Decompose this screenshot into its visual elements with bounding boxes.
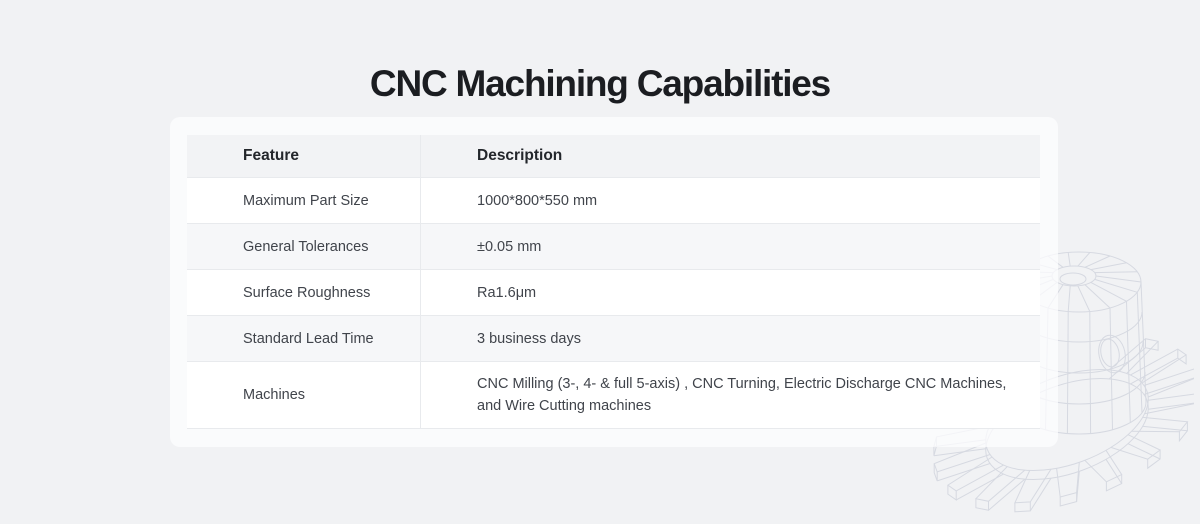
capabilities-card [170,117,1058,447]
page-title: CNC Machining Capabilities [369,62,831,104]
feature-cell: Standard Lead Time [243,330,374,347]
feature-cell: General Tolerances [243,238,369,255]
column-header-description: Description [420,135,1040,177]
table-row [187,224,1040,270]
description-cell: 1000*800*550 mm [420,178,1040,223]
feature-cell: Machines [243,387,306,403]
table-row [187,178,1040,224]
feature-cell: Maximum Part Size [243,192,369,209]
description-cell: Ra1.6μm [420,270,1040,315]
column-header-feature: Feature [243,147,299,164]
table-header-row [187,135,1040,178]
table-row [187,316,1040,362]
description-cell: ±0.05 mm [420,224,1040,269]
description-cell: CNC Milling (3-, 4- & full 5-axis) , CNC Turning, Electric Discharge CNC Machines, and Wire Cutting machines [420,362,1040,428]
table-row [187,362,1040,429]
feature-cell: Surface Roughness [243,284,371,301]
table-row [187,270,1040,316]
capabilities-table [187,135,1040,429]
description-cell: 3 business days [420,316,1040,361]
